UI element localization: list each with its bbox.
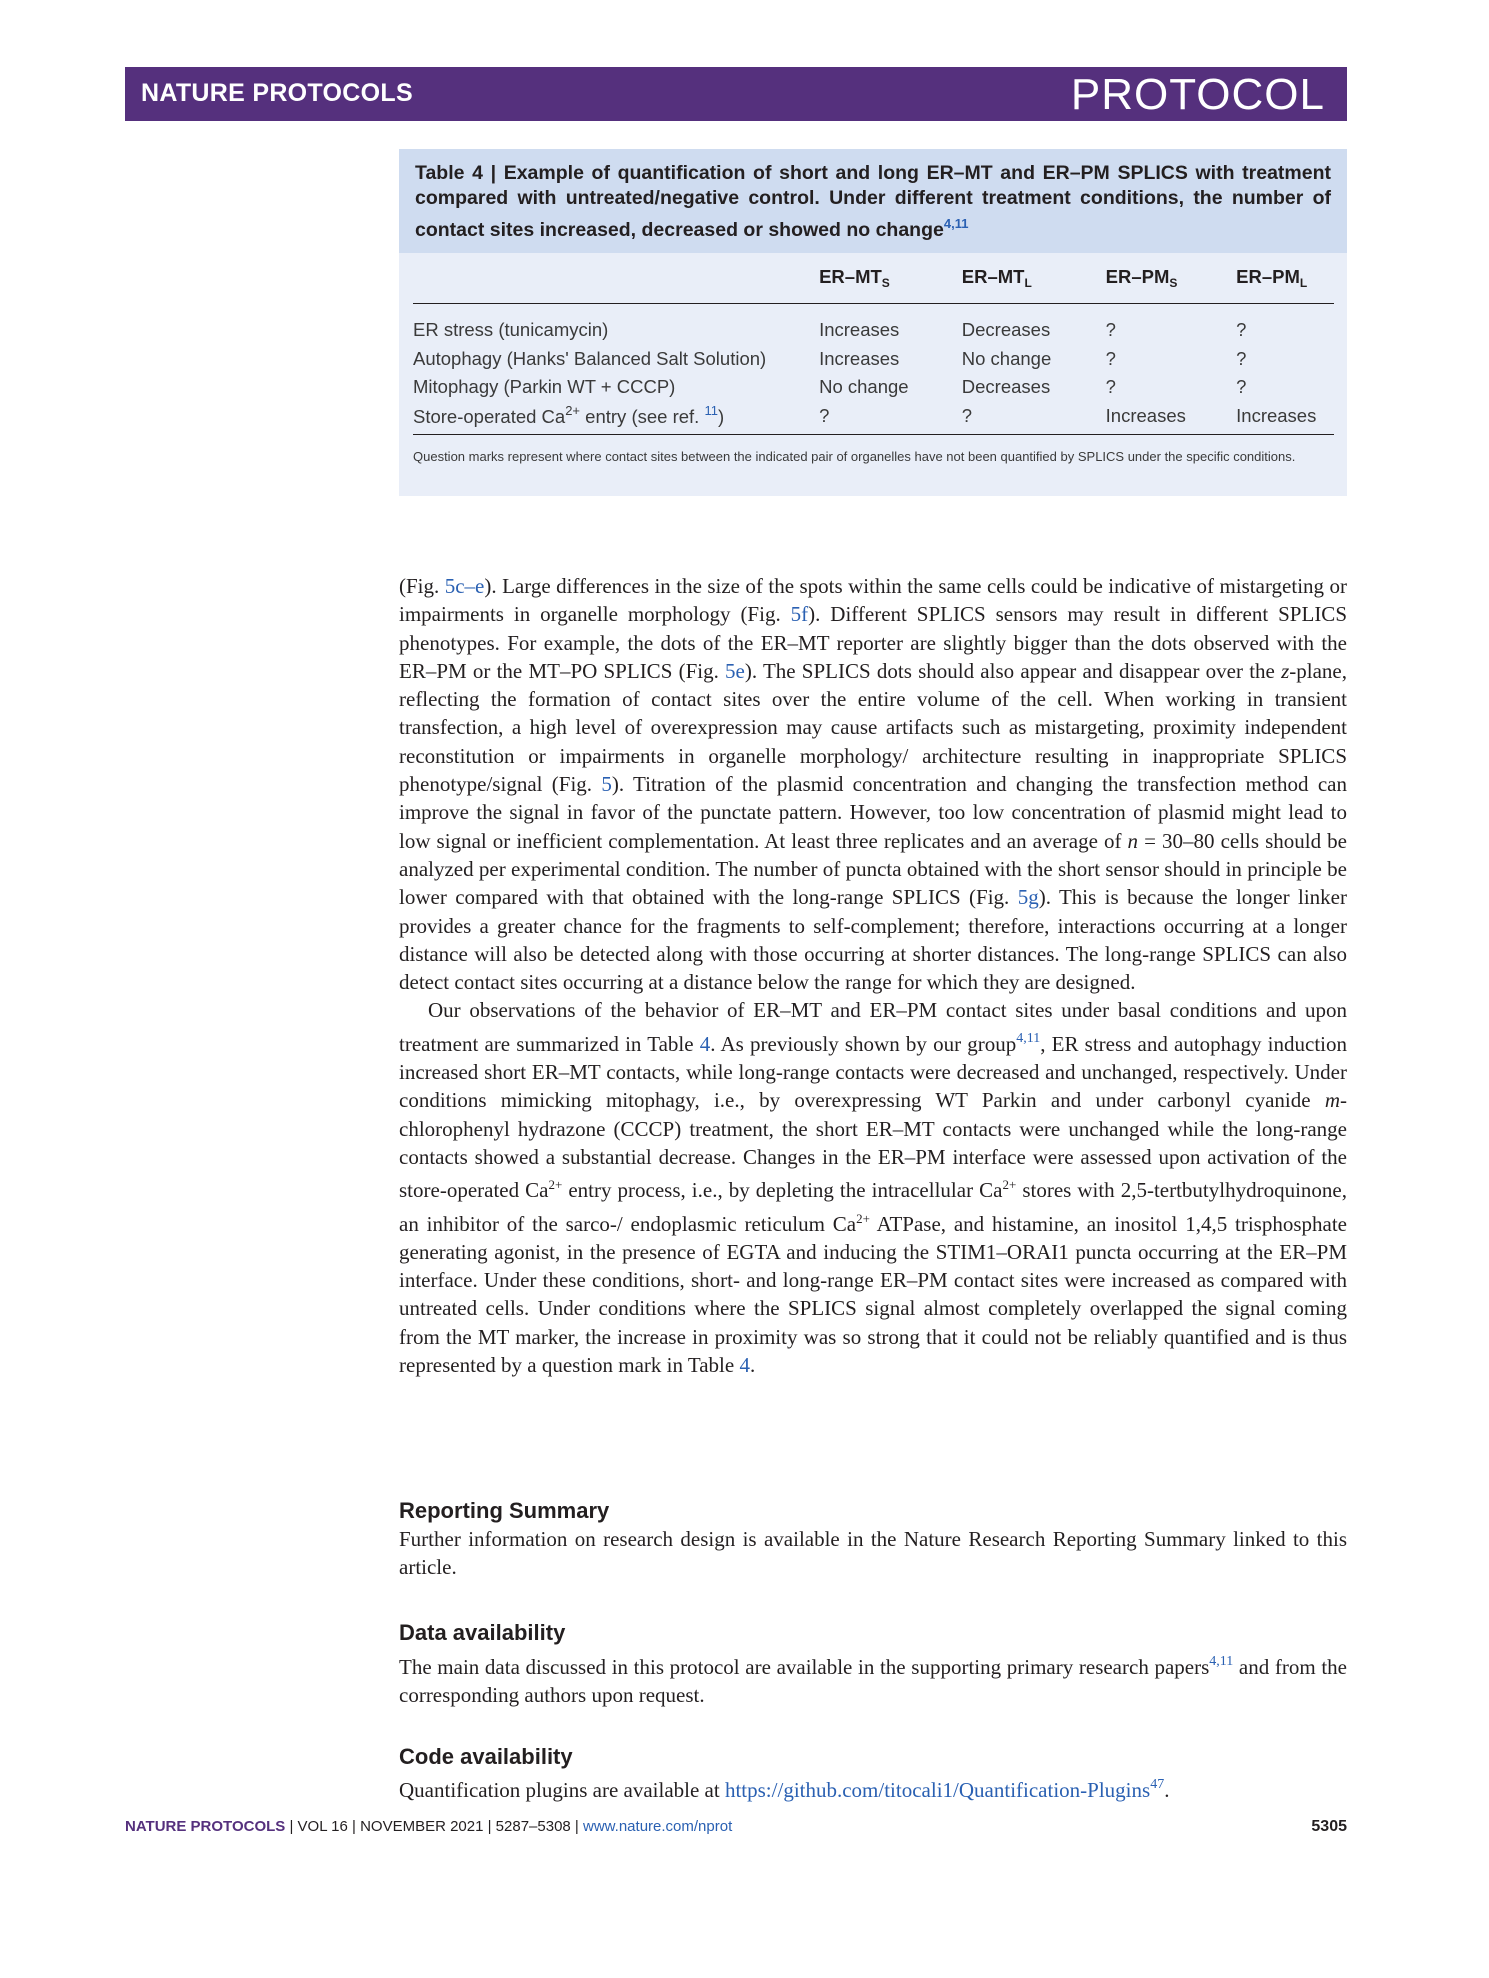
cell: Increases: [1236, 402, 1334, 435]
github-link[interactable]: https://github.com/titocali1/Quantification-Plugins: [724, 1778, 1151, 1802]
data-availability-text: The main data discussed in this protocol are available in the supporting primary research papers$^{4,11}$ and from the corresponding authors upon request.: [399, 1654, 1347, 1708]
reporting-summary-heading: Reporting Summary: [399, 1498, 610, 1523]
table-caption: [399, 149, 1347, 253]
table-4: [399, 149, 1347, 496]
code-availability-heading: Code availability: [399, 1744, 573, 1769]
table-row: [413, 373, 1334, 402]
cell: ?: [1105, 319, 1116, 341]
paragraph-1: (Fig. 5c–e). Large differences in the size of the spots within the same cells could be indicative of mistargeting or impairments in organelle morphology (Fig. 5f). Different SPLICS sensors may result in different SPLICS phenotypes. For example, the dots of the ER–MT reporter are slightly bigger than the dots observed with the ER–PM or the MT–PO SPLICS (Fig. 5e). The SPLICS dots should also appear and disappear over the z-plane, reflecting the formation of contact sites over the entire volume of the cell. When working in transient transfection, a high level of overexpression may cause artifacts such as mistargeting, proximity independent reconstitution or impairments in organelle morphology/ architecture resulting in inappropriate SPLICS phenotype/signal (Fig. 5). Titration of the plasmid concentration and changing the transfection method can improve the signal in favor of the punctate pattern. However, too low concentration of plasmid might lead to low signal or inefficient complementation. At least three replicates and an average of n = 30–80 cells should be analyzed per experimental condition. The number of puncta obtained with the short sensor should in principle be lower compared with that obtained with the long-range SPLICS (Fig. 5g). This is because the longer linker provides a greater chance for the fragments to self-complement; therefore, interactions occurring at a longer distance will also be detected along with those occurring at shorter distances. The long-range SPLICS can also detect contact sites occurring at a distance below the range for which they are designed.: [399, 574, 1348, 995]
fig-link[interactable]: 5f: [790, 602, 809, 627]
data-availability-heading: Data availability: [399, 1620, 566, 1645]
cell: No change: [961, 347, 1052, 369]
data-table: [413, 253, 1334, 435]
header-condition: [413, 253, 819, 304]
cell: ?: [962, 402, 1106, 435]
header-bar: [125, 67, 1347, 121]
fig-link[interactable]: 5c–e: [444, 574, 485, 598]
page-number: 5305: [1311, 1818, 1347, 1835]
table-header-row: [413, 253, 1334, 304]
ref-link[interactable]: 47: [1150, 1777, 1165, 1792]
paragraph-2: Our observations of the behavior of ER–MT and ER–PM contact sites under basal conditions and upon treatment are summarized in Table 4. As previously shown by our group$^{4,11}$, ER stress and autophagy induction increased short ER–MT contacts, while long-range contacts were decreased and unchanged, respectively. Under conditions mimicking mitophagy, i.e., by overexpressing WT Parkin and under carbonyl cyanide m-chlorophenyl hydrazone (CCCP) treatment, the short ER–MT contacts were unchanged while the long-range contacts showed a substantial decrease. Changes in the ER–PM interface were assessed upon activation of the store-operated $Ca^{2+}$ entry process, i.e., by depleting the intracellular $Ca^{2+}$ stores with 2,5-tertbutylhydroquinone, an inhibitor of the sarco-/ endoplasmic reticulum $Ca^{2+}$ ATPase, and histamine, an inositol 1,4,5 trisphosphate generating agonist, in the presence of EGTA and inducing the STIM1–ORAI1 puncta occurring at the ER–PM interface. Under these conditions, short- and long-range ER–PM contact sites were increased as compared with untreated cells. Under conditions where the SPLICS signal almost completely overlapped the signal coming from the MT marker, the increase in proximity was so strong that it could not be reliably quantified and is thus represented by a question mark in Table 4.: [399, 998, 1348, 1378]
header-er-pm-l: $ER-PM_L$: [1236, 253, 1334, 304]
cell: No change: [819, 376, 909, 398]
cell: ?: [1105, 347, 1116, 369]
cell: Increases: [1106, 402, 1236, 435]
header-er-mt-s: $ER-MT_S$: [819, 253, 962, 304]
footer-journal: NATURE PROTOCOLS: [125, 1818, 286, 1835]
body-text: [399, 572, 1347, 1379]
ref-link[interactable]: 4,11: [1209, 1654, 1234, 1669]
row-condition: ER stress (tunicamycin): [413, 319, 609, 341]
table-footnote: Question marks represent where contact sites between the indicated pair of organelles have not been quantified by SPLICS under the specific conditions.: [413, 449, 1296, 464]
cell: Decreases: [961, 319, 1051, 341]
fig-link[interactable]: 5: [601, 772, 612, 797]
table-link[interactable]: 4: [739, 1353, 750, 1378]
cell: ?: [819, 402, 962, 435]
footer: [125, 1818, 1347, 1835]
cell: Increases: [819, 347, 900, 369]
row-condition: Autophagy (Hanks' Balanced Salt Solution): [413, 347, 767, 369]
reporting-summary-text: Further information on research design is available in the Nature Research Reporting Summary linked to this article.: [399, 1527, 1347, 1580]
cell: ?: [1236, 376, 1247, 398]
header-er-mt-l: $ER-MT_L$: [962, 253, 1106, 304]
cell: ?: [1236, 319, 1247, 341]
caption-refs[interactable]: 4,11: [943, 216, 969, 231]
table-row: [413, 304, 1334, 345]
cell: ?: [1236, 347, 1247, 369]
row-condition: Store-operated $Ca^{2+}$ entry (see ref. $^{11}$): [413, 402, 819, 435]
table-caption-text: Table 4 | Example of quantification of short and long ER–MT and ER–PM SPLICS with treatment compared with untreated/negative control. Under different treatment conditions, the number of contact sites increased, decreased or showed no change: [415, 162, 1331, 241]
cell: Increases: [819, 319, 900, 341]
cell: ?: [1105, 376, 1116, 398]
section-label: PROTOCOL: [1070, 70, 1325, 119]
table-row: [413, 345, 1334, 374]
code-availability-text: Quantification plugins are available at https://github.com/titocali1/Quantification-Plugins$^{47}$.: [399, 1777, 1170, 1802]
table-link[interactable]: 4: [699, 1031, 711, 1056]
row-condition: Mitophagy (Parkin WT + CCCP): [413, 376, 676, 398]
fig-link[interactable]: 5g: [1017, 885, 1039, 910]
header-er-pm-s: $ER-PM_S$: [1106, 253, 1236, 304]
cell: Decreases: [961, 376, 1051, 398]
footer-info: | VOL 16 | NOVEMBER 2021 | 5287–5308 |: [285, 1818, 583, 1835]
table-row: [413, 402, 1334, 435]
footer-url[interactable]: www.nature.com/nprot: [583, 1818, 733, 1835]
journal-name: NATURE PROTOCOLS: [141, 79, 413, 107]
ref-link[interactable]: 11: [704, 403, 718, 419]
fig-link[interactable]: 5e: [725, 658, 745, 683]
ref-link[interactable]: 4,11: [1016, 1030, 1041, 1046]
